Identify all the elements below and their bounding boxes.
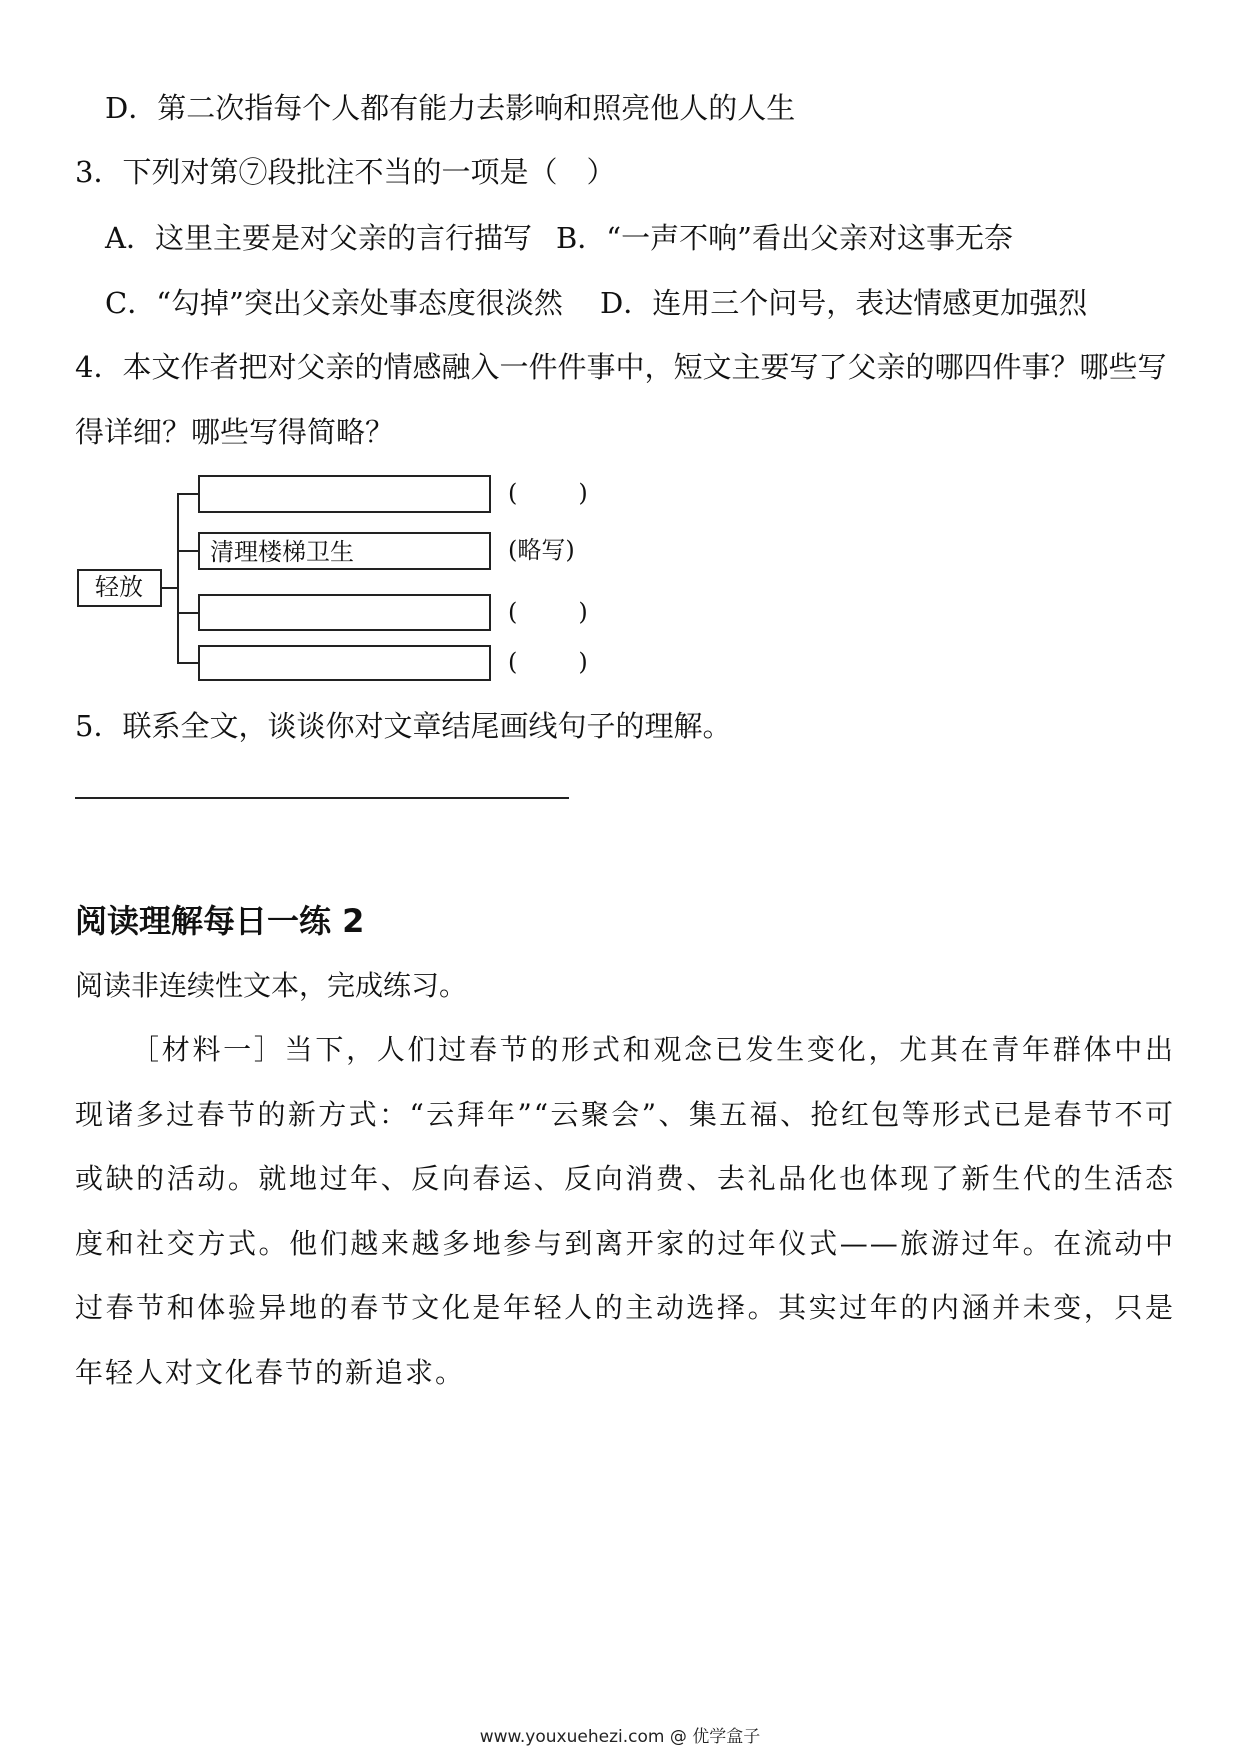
diagram-note-3[interactable]: ( ) <box>508 598 588 626</box>
q5-stem: 5．联系全文，谈谈你对文章结尾画线句子的理解。 <box>75 709 732 743</box>
q2-option-d: D．第二次指每个人都有能力去影响和照亮他人的人生 <box>105 91 796 125</box>
q3-stem: 3．下列对第⑦段批注不当的一项是（ ） <box>75 155 616 189</box>
diagram-trunk <box>177 493 179 663</box>
diagram-branch <box>177 662 199 664</box>
footer-watermark: www.youxuehezi.com @ 优学盒子 <box>479 1727 761 1747</box>
diagram-root-box: 轻放 <box>77 569 162 607</box>
q3-option-a: A．这里主要是对父亲的言行描写 <box>105 221 532 255</box>
diagram-answer-box-2: 清理楼梯卫生 <box>198 532 491 570</box>
diagram-note-2: (略写) <box>508 536 575 564</box>
diagram-note-1[interactable]: ( ) <box>508 479 588 507</box>
diagram-note-4[interactable]: ( ) <box>508 648 588 676</box>
q4-stem-line1: 4．本文作者把对父亲的情感融入一件件事中，短文主要写了父亲的哪四件事？哪些写 <box>75 350 1167 384</box>
q3-option-b: B．“一声不响”看出父亲对这事无奈 <box>556 221 1013 255</box>
diagram-answer-box-1[interactable] <box>198 475 491 513</box>
diagram-answer-box-3[interactable] <box>198 594 491 631</box>
diagram-branch <box>177 612 199 614</box>
material-one-paragraph: ［材料一］当下，人们过春节的形式和观念已发生变化，尤其在青年群体中出现诸多过春节的新方式：“云拜年”“云聚会”、集五福、抢红包等形式已是春节不可或缺的活动。就地过年、反向春运、反向消费、去礼品化也体现了新生代的生活态度和社交方式。他们越来越多地参与到离开家的过年仪式——旅游过年。在流动中过春节和体验异地的春节文化是年轻人的主动选择。其实过年的内涵并未变，只是年轻人对文化春节的新追求。 <box>75 1033 1175 1389</box>
diagram-connector <box>162 587 178 589</box>
q4-stem-line2: 得详细？哪些写得简略？ <box>75 415 395 449</box>
section-instruction: 阅读非连续性文本，完成练习。 <box>75 969 468 1002</box>
diagram-branch <box>177 550 199 552</box>
diagram-answer-box-4[interactable] <box>198 645 491 681</box>
q3-option-d: D．连用三个问号，表达情感更加强烈 <box>600 286 1088 320</box>
answer-underline[interactable] <box>75 797 569 799</box>
section-title: 阅读理解每日一练 2 <box>75 902 365 940</box>
q3-option-c: C．“勾掉”突出父亲处事态度很淡然 <box>105 286 563 320</box>
diagram-branch <box>177 493 199 495</box>
